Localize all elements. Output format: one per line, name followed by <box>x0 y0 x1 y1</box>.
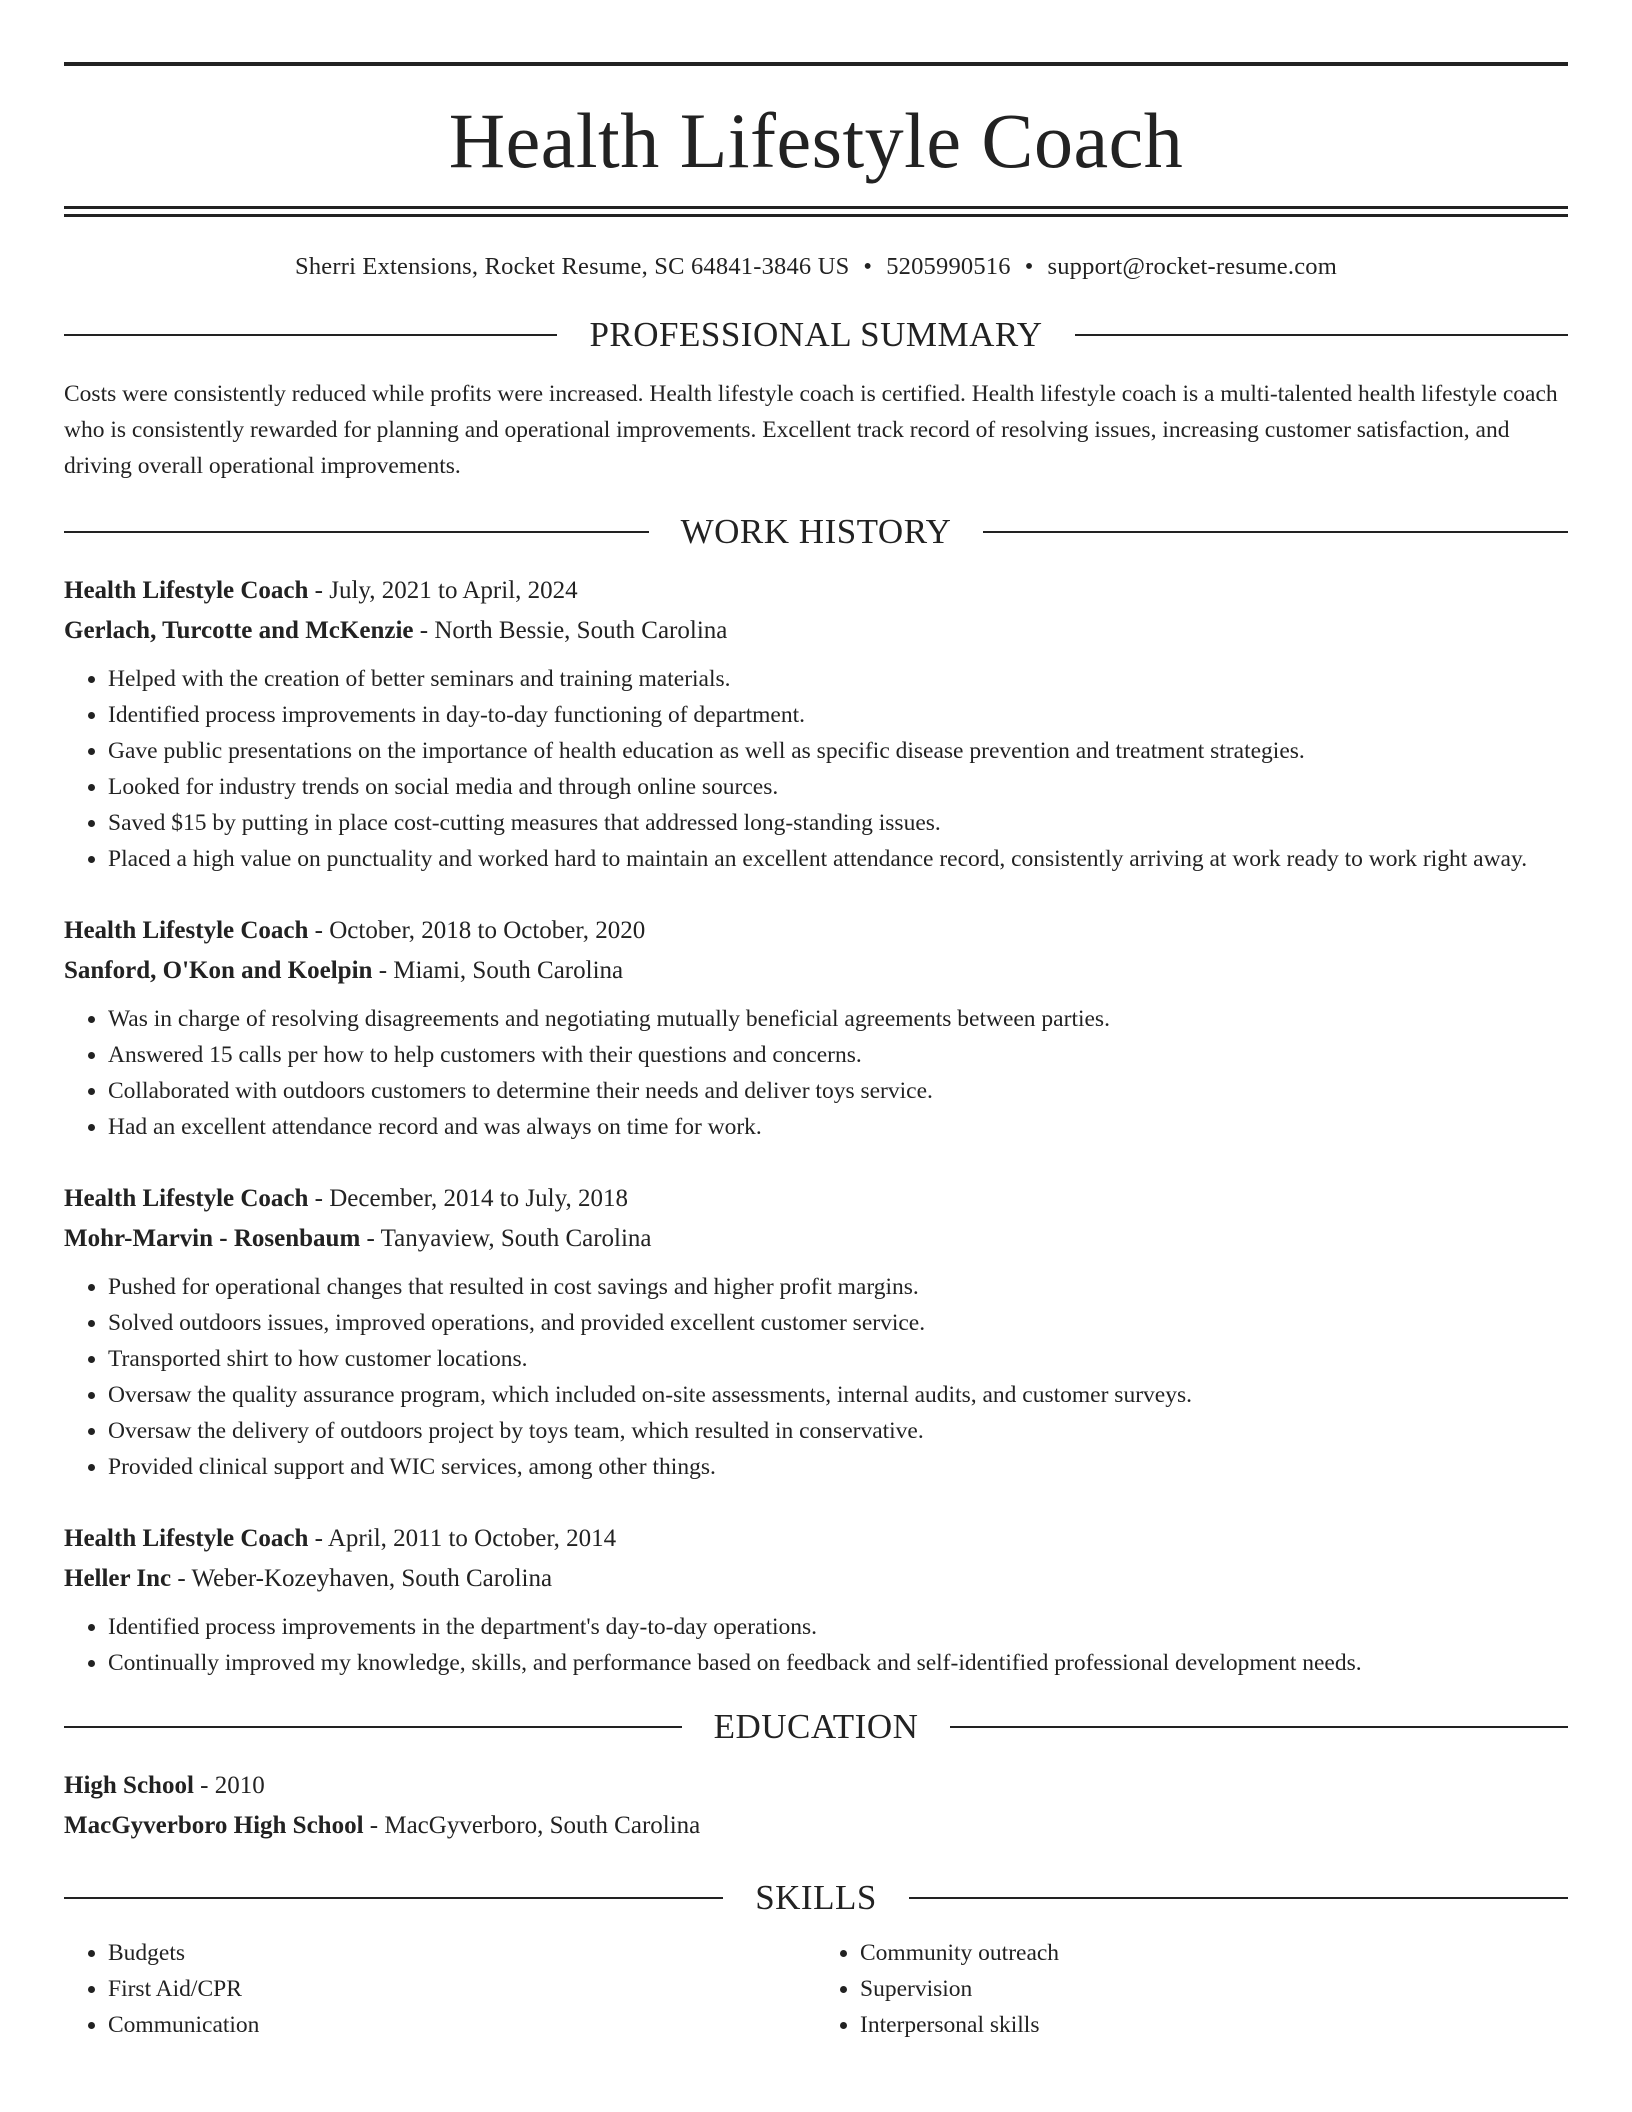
section-heading-education <box>64 1709 1568 1744</box>
job-title-line <box>64 911 1568 951</box>
heading-rule-right <box>950 1726 1568 1728</box>
contact-address: Sherri Extensions, Rocket Resume, SC 64841-3846 US <box>295 253 850 280</box>
job-location: - North Bessie, South Carolina <box>413 617 728 644</box>
job-bullets <box>64 1001 1568 1145</box>
list-item: • Saved $15 by putting in place cost-cutting measures that addressed long-standing issues. <box>108 805 1568 841</box>
skill-item: • Interpersonal skills <box>860 2007 1568 2043</box>
education-school-line <box>64 1806 1568 1846</box>
job-dates: - December, 2014 to July, 2018 <box>308 1185 628 1212</box>
list-item: • Looked for industry trends on social media and through online sources. <box>108 769 1568 805</box>
job-company: Gerlach, Turcotte and McKenzie <box>64 617 414 644</box>
skill-item: • Communication <box>108 2007 816 2043</box>
job-location: - Miami, South Carolina <box>372 957 624 984</box>
skill-item: • Budgets <box>108 1935 816 1971</box>
heading-rule-left <box>64 334 557 336</box>
job-location: - Tanyaview, South Carolina <box>360 1225 652 1252</box>
section-title: EDUCATION <box>713 1707 919 1746</box>
job-entry <box>64 1519 1568 1681</box>
job-title: Health Lifestyle Coach <box>64 1185 309 1212</box>
list-item: • Answered 15 calls per how to help customers with their questions and concerns. <box>108 1037 1568 1073</box>
job-company-line <box>64 951 1568 991</box>
job-company-line <box>64 1559 1568 1599</box>
job-company-line <box>64 611 1568 651</box>
job-dates: - October, 2018 to October, 2020 <box>308 917 646 944</box>
education-degree: High School <box>64 1772 194 1799</box>
list-item: • Helped with the creation of better seminars and training materials. <box>108 661 1568 697</box>
list-item: • Oversaw the quality assurance program, which included on-site assessments, internal audits, and customer surveys. <box>108 1377 1568 1413</box>
list-item: • Placed a high value on punctuality and worked hard to maintain an excellent attendance record, consistently arriving at work ready to work right away. <box>108 841 1568 877</box>
section-title: PROFESSIONAL SUMMARY <box>589 315 1043 354</box>
job-company: Sanford, O'Kon and Koelpin <box>64 957 373 984</box>
list-item: • Solved outdoors issues, improved operations, and provided excellent customer service. <box>108 1305 1568 1341</box>
list-item: • Provided clinical support and WIC services, among other things. <box>108 1449 1568 1485</box>
contact-line <box>64 253 1568 281</box>
heading-rule-left <box>64 531 649 533</box>
job-title-line <box>64 1519 1568 1559</box>
title-double-rule <box>64 206 1568 217</box>
top-rule <box>64 62 1568 66</box>
list-item: • Collaborated with outdoors customers to determine their needs and deliver toys service. <box>108 1073 1568 1109</box>
job-entry <box>64 571 1568 877</box>
skills-list <box>64 1935 1568 2043</box>
section-title: WORK HISTORY <box>680 512 952 551</box>
skills-column-left <box>64 1935 816 2043</box>
job-dates: - July, 2021 to April, 2024 <box>308 577 578 604</box>
list-item: • Oversaw the delivery of outdoors project by toys team, which resulted in conservative. <box>108 1413 1568 1449</box>
list-item: • Continually improved my knowledge, skills, and performance based on feedback and self-identified professional development needs. <box>108 1645 1568 1681</box>
job-title: Health Lifestyle Coach <box>64 917 309 944</box>
job-bullets <box>64 661 1568 877</box>
contact-phone: 5205990516 <box>886 253 1011 280</box>
skill-item: • First Aid/CPR <box>108 1971 816 2007</box>
list-item: • Had an excellent attendance record and was always on time for work. <box>108 1109 1568 1145</box>
education-year: - 2010 <box>193 1772 265 1799</box>
skills-column-right <box>816 1935 1568 2043</box>
list-item: • Transported shirt to how customer locations. <box>108 1341 1568 1377</box>
heading-rule-left <box>64 1726 682 1728</box>
list-item: • Identified process improvements in day-to-day functioning of department. <box>108 697 1568 733</box>
job-title: Health Lifestyle Coach <box>64 577 309 604</box>
resume-title: Health Lifestyle Coach <box>448 97 1184 184</box>
section-title: SKILLS <box>755 1878 877 1917</box>
heading-rule-right <box>1075 334 1568 336</box>
contact-separator: • <box>863 253 873 280</box>
education-location: - MacGyverboro, South Carolina <box>363 1812 701 1839</box>
education-degree-line <box>64 1766 1568 1806</box>
job-entry <box>64 911 1568 1145</box>
job-title: Health Lifestyle Coach <box>64 1525 309 1552</box>
section-heading-skills <box>64 1880 1568 1915</box>
skill-item: • Community outreach <box>860 1935 1568 1971</box>
skill-item: • Supervision <box>860 1971 1568 2007</box>
job-bullets <box>64 1609 1568 1681</box>
job-company: Mohr-Marvin - Rosenbaum <box>64 1225 361 1252</box>
section-heading-work-history <box>64 514 1568 549</box>
job-entry <box>64 1179 1568 1485</box>
contact-email: support@rocket-resume.com <box>1047 253 1337 280</box>
education-entry <box>64 1766 1568 1846</box>
job-location: - Weber-Kozeyhaven, South Carolina <box>171 1565 553 1592</box>
job-company: Heller Inc <box>64 1565 172 1592</box>
heading-rule-right <box>909 1897 1568 1899</box>
list-item: • Pushed for operational changes that resulted in cost savings and higher profit margins. <box>108 1269 1568 1305</box>
contact-separator: • <box>1024 253 1034 280</box>
heading-rule-left <box>64 1897 723 1899</box>
summary-text: Costs were consistently reduced while profits were increased. Health lifestyle coach is certified. Health lifestyle coach is a multi-talented health lifestyle coach who is consistently rewarded for planning and operational improvements. Excellent track record of resolving issues, increasing customer satisfaction, and driving overall operational improvements. <box>64 381 1558 479</box>
job-title-line <box>64 571 1568 611</box>
heading-rule-right <box>983 531 1568 533</box>
list-item: • Was in charge of resolving disagreements and negotiating mutually beneficial agreements between parties. <box>108 1001 1568 1037</box>
list-item: • Gave public presentations on the importance of health education as well as specific disease prevention and treatment strategies. <box>108 733 1568 769</box>
section-heading-summary <box>64 317 1568 352</box>
job-dates: - April, 2011 to October, 2014 <box>308 1525 617 1552</box>
job-title-line <box>64 1179 1568 1219</box>
job-bullets <box>64 1269 1568 1485</box>
job-company-line <box>64 1219 1568 1259</box>
list-item: • Identified process improvements in the department's day-to-day operations. <box>108 1609 1568 1645</box>
education-school: MacGyverboro High School <box>64 1812 364 1839</box>
